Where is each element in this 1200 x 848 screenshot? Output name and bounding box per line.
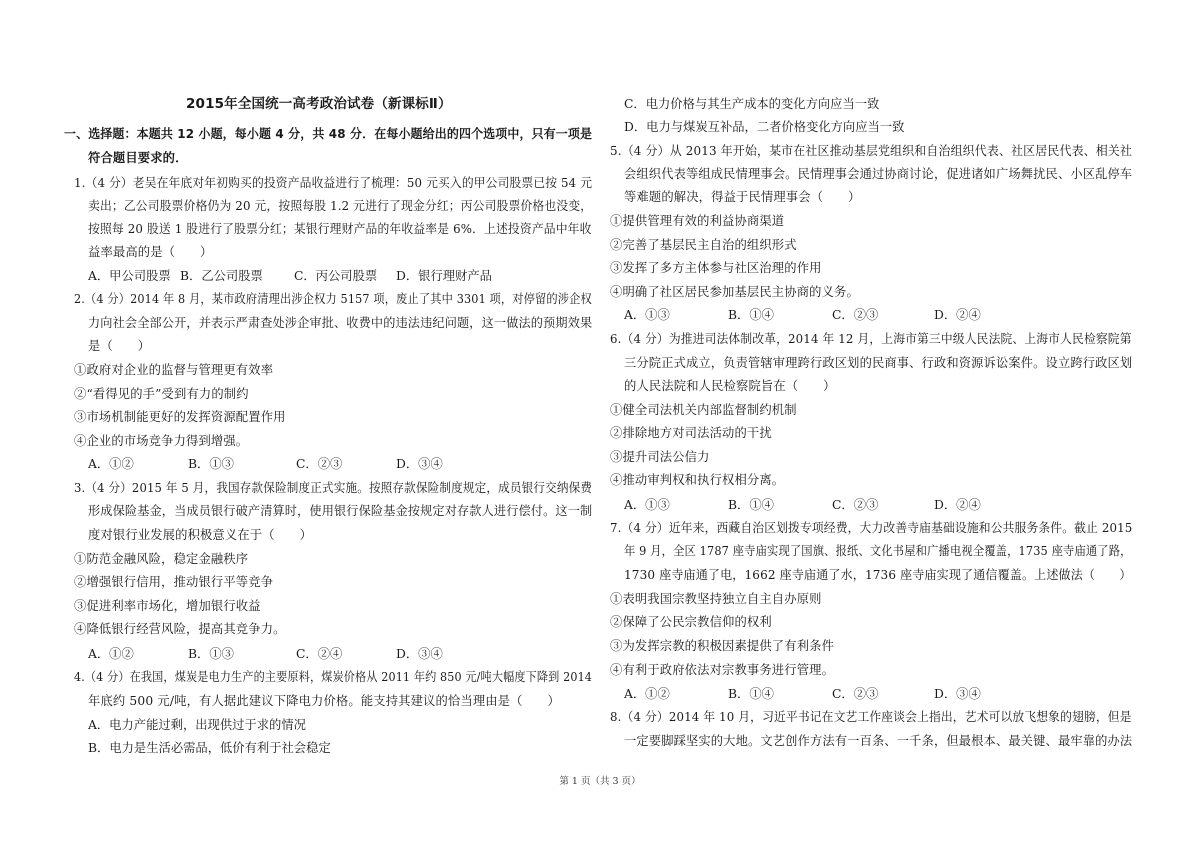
- option-d: D．③④: [396, 457, 443, 471]
- option-b: B．①③: [188, 457, 234, 471]
- statement-1: ①健全司法机关内部监督制约机制: [610, 403, 797, 417]
- question-stem-line: 等难题的解决，得益于民情理事会（ ）: [624, 190, 861, 204]
- statement-1: ①表明我国宗教坚持独立自主自办原则: [610, 592, 822, 606]
- page-footer: 第 1 页（共 3 页）: [559, 776, 641, 787]
- question-stem-line: 1730 座寺庙通了电，1662 座寺庙通了水，1736 座寺庙实现了通信覆盖。上述做法（ ）: [624, 568, 1132, 582]
- statement-3: ③市场机制能更好的发挥资源配置作用: [74, 410, 286, 424]
- question-stem-line: 3.（4 分）2015 年 5 月，我国存款保险制度正式实施。按照存款保险制度规定，成员银行交纳保费: [74, 481, 593, 495]
- statement-1: ①提供管理有效的利益协商渠道: [610, 214, 785, 228]
- option-b: B．①④: [728, 687, 774, 701]
- statement-3: ③提升司法公信力: [610, 450, 710, 464]
- question-stem-line: 益率最高的是（ ）: [88, 245, 213, 259]
- statement-4: ④企业的市场竞争力得到增强。: [74, 434, 249, 448]
- option-c: C．电力价格与其生产成本的变化方向应当一致: [624, 97, 880, 111]
- option-a: A．①③: [624, 498, 670, 512]
- option-d: D．银行理财产品: [396, 269, 492, 283]
- question-stem-line: 卖出；乙公司股票价格仍为 20 元，按照每股 1.2 元进行了现金分红；丙公司股票价格也没变，: [88, 199, 593, 213]
- option-b: B．乙公司股票: [180, 269, 263, 283]
- page-title: 2015年全国统一高考政治试卷（新课标Ⅱ）: [186, 96, 452, 112]
- statement-4: ④有利于政府依法对宗教事务进行管理。: [610, 663, 835, 677]
- question-stem-line: 7.（4 分）近年来，西藏自治区划拨专项经费，大力改善寺庙基础设施和公共服务条件。截止 2015: [610, 521, 1133, 535]
- option-c: C．②③: [832, 687, 879, 701]
- question-stem-line: 是（ ）: [88, 339, 151, 353]
- section-heading-line: 符合题目要求的．: [88, 151, 188, 165]
- statement-3: ③为发挥宗教的积极因素提供了有利条件: [610, 639, 835, 653]
- question-stem-line: 按照每 20 股送 1 股进行了股票分红；某银行理财产品的年收益率是 6%．上述投资产品中年收: [88, 222, 592, 236]
- option-a: A．①②: [624, 687, 670, 701]
- question-stem-line: 会组织代表等组成民情理事会。民情理事会通过协商讨论，促进诸如广场舞扰民、小区乱停车: [624, 167, 1133, 181]
- question-stem-line: 一定要脚踩坚实的大地。文艺创作方法有一百条、一千条，但最根本、最关键、最牢靠的办法: [624, 734, 1133, 748]
- option-c: C．丙公司股票: [294, 269, 378, 283]
- option-a: A．①③: [624, 308, 670, 322]
- statement-3: ③促进利率市场化，增加银行收益: [74, 599, 261, 613]
- option-d: D．电力与煤炭互补品，二者价格变化方向应当一致: [624, 120, 905, 134]
- statement-2: ②“看得见的手”受到有力的制约: [74, 387, 249, 401]
- statement-2: ②完善了基层民主自治的组织形式: [610, 238, 797, 252]
- option-b: B．电力是生活必需品，低价有利于社会稳定: [88, 741, 331, 755]
- statement-2: ②排除地方对司法活动的干扰: [610, 426, 772, 440]
- statement-1: ①政府对企业的监督与管理更有效率: [74, 363, 274, 377]
- question-stem-line: 年底约 500 元/吨，有人据此建议下降电力价格。能支持其建议的恰当理由是（ ）: [88, 694, 560, 708]
- question-stem-line: 6.（4 分）为推进司法体制改革，2014 年 12 月，上海市第三中级人民法院、上海市人民检察院第: [610, 332, 1132, 346]
- statement-4: ④推动审判权和执行权相分离。: [610, 473, 785, 487]
- option-a: A．①②: [88, 647, 134, 661]
- question-stem-line: 的人民法院和人民检察院旨在（ ）: [624, 379, 836, 393]
- statement-3: ③发挥了多方主体参与社区治理的作用: [610, 261, 822, 275]
- question-stem-line: 8.（4 分）2014 年 10 月，习近平书记在文艺工作座谈会上指出，艺术可以放飞想象的翅膀，但是: [610, 710, 1132, 724]
- question-stem-line: 5.（4 分）从 2013 年开始，某市在社区推动基层党组织和自治组织代表、社区居民代表、相关社: [610, 144, 1133, 158]
- question-stem-line: 4.（4 分）在我国，煤炭是电力生产的主要原料，煤炭价格从 2011 年约 850 元/吨大幅度下降到 2014: [74, 670, 593, 684]
- question-stem-line: 2.（4 分）2014 年 8 月，某市政府清理出涉企权力 5157 项，废止了其中 3301 项，对停留的涉企权: [74, 292, 592, 306]
- statement-4: ④明确了社区居民参加基层民主协商的义务。: [610, 285, 859, 299]
- question-stem-line: 度对银行业发展的积极意义在于（ ）: [88, 528, 313, 542]
- option-b: B．①④: [728, 308, 774, 322]
- option-d: D．③④: [934, 687, 981, 701]
- question-stem-line: 形成保险基金，当成员银行破产清算时，使用银行保险基金按规定对存款人进行偿付。这一制: [88, 504, 593, 518]
- option-d: D．③④: [396, 647, 443, 661]
- option-c: C．②③: [832, 498, 879, 512]
- question-stem-line: 力向社会全部公开，并表示严肃查处涉企审批、收费中的违法违纪问题，这一做法的预期效果: [88, 316, 593, 330]
- statement-1: ①防范金融风险，稳定金融秩序: [74, 552, 249, 566]
- option-b: B．①④: [728, 498, 774, 512]
- option-a: A．电力产能过剩，出现供过于求的情况: [88, 718, 306, 732]
- statement-4: ④降低银行经营风险，提高其竞争力。: [74, 622, 286, 636]
- option-a: A．甲公司股票: [88, 269, 171, 283]
- statement-2: ②保障了公民宗教信仰的权利: [610, 615, 772, 629]
- option-c: C．②④: [296, 647, 343, 661]
- section-heading-line: 一、选择题：本题共 12 小题，每小题 4 分，共 48 分．在每小题给出的四个选项中，只有一项是: [64, 127, 593, 141]
- question-stem-line: 三分院正式成立，负责管辖审理跨行政区划的民商事、行政和资源诉讼案件。设立跨行政区划: [624, 356, 1133, 370]
- statement-2: ②增强银行信用，推动银行平等竞争: [74, 575, 274, 589]
- option-b: B．①③: [188, 647, 234, 661]
- option-a: A．①②: [88, 457, 134, 471]
- option-c: C．②③: [832, 308, 879, 322]
- option-d: D．②④: [934, 498, 981, 512]
- question-stem-line: 年 9 月，全区 1787 座寺庙实现了国旗、报纸、文化书屋和广播电视全覆盖，1735 座寺庙通了路，: [624, 544, 1132, 558]
- option-c: C．②③: [296, 457, 343, 471]
- option-d: D．②④: [934, 308, 981, 322]
- question-stem-line: 1.（4 分）老吴在年底对年初购买的投资产品收益进行了梳理：50 元买入的甲公司股票已按 54 元: [74, 176, 593, 190]
